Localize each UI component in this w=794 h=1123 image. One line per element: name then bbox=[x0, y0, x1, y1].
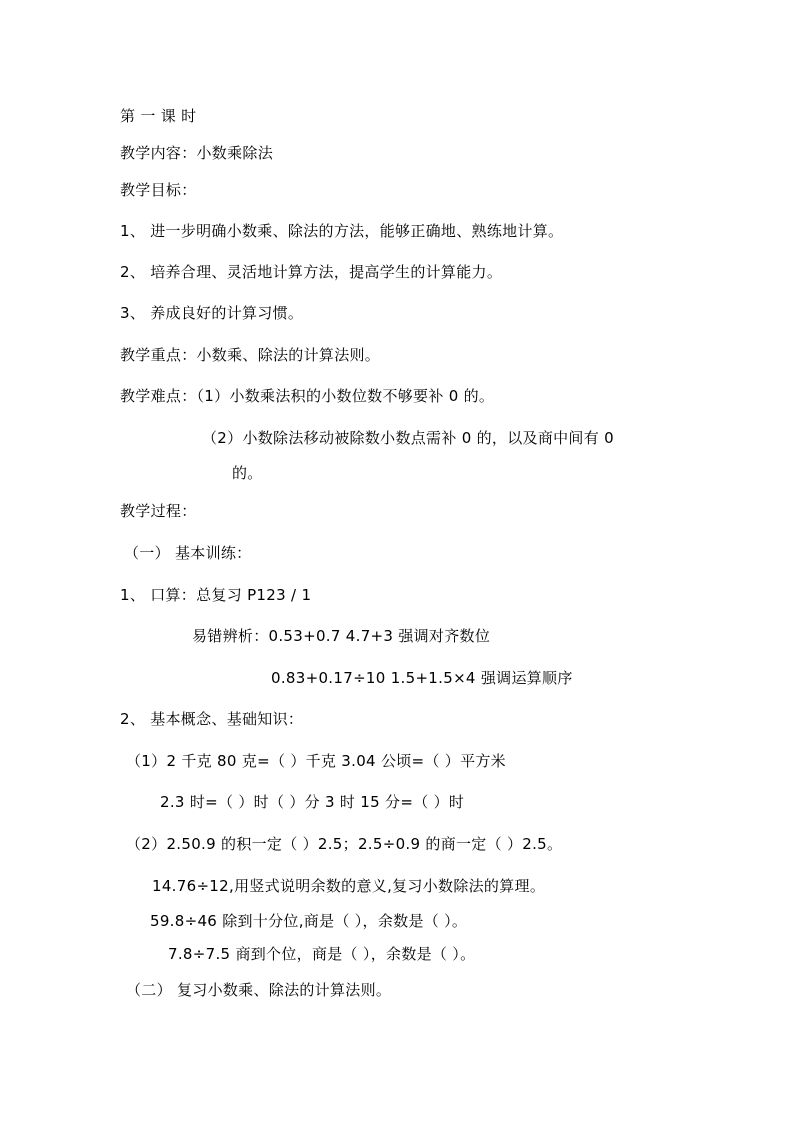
key-point: 教学重点：小数乘、除法的计算法则。 bbox=[120, 346, 381, 364]
goal-item: 3、 养成良好的计算习惯。 bbox=[120, 304, 304, 322]
question-row: 59.8÷46 除到十分位,商是（ ），余数是（ ）。 bbox=[150, 912, 468, 930]
section-2-heading: （二） 复习小数乘、除法的计算法则。 bbox=[126, 981, 392, 999]
error-analysis-row: 易错辨析：0.53+0.7 4.7+3 强调对齐数位 bbox=[192, 627, 491, 645]
question-row: （2）2.50.9 的积一定（ ）2.5；2.5÷0.9 的商一定（ ）2.5。 bbox=[126, 835, 563, 853]
goals-heading: 教学目标： bbox=[120, 181, 197, 199]
difficulty-2-continued: 的。 bbox=[232, 464, 263, 482]
process-heading: 教学过程： bbox=[120, 502, 197, 520]
error-analysis-row: 0.83+0.17÷10 1.5+1.5×4 强调运算顺序 bbox=[271, 669, 573, 687]
difficulty-2: （2）小数除法移动被除数小数点需补 0 的，以及商中间有 0 bbox=[202, 429, 614, 447]
goal-item: 1、 进一步明确小数乘、除法的方法，能够正确地、熟练地计算。 bbox=[120, 222, 564, 240]
teaching-content: 教学内容：小数乘除法 bbox=[120, 144, 274, 162]
question-row: （1）2 千克 80 克=（ ）千克 3.04 公顷=（ ）平方米 bbox=[126, 752, 506, 770]
question-row: 14.76÷12,用竖式说明余数的意义,复习小数除法的算理。 bbox=[152, 877, 546, 895]
lesson-title: 第 一 课 时 bbox=[120, 107, 197, 125]
basic-concepts-heading: 2、 基本概念、基础知识： bbox=[120, 710, 304, 728]
difficulty-1: 教学难点：（1）小数乘法积的小数位数不够要补 0 的。 bbox=[120, 387, 495, 405]
question-row: 2.3 时=（ ）时（ ）分 3 时 15 分=（ ）时 bbox=[160, 793, 465, 811]
goal-item: 2、 培养合理、灵活地计算方法，提高学生的计算能力。 bbox=[120, 263, 503, 281]
question-row: 7.8÷7.5 商到个位，商是（ ），余数是（ ）。 bbox=[168, 945, 476, 963]
section-1-heading: （一） 基本训练： bbox=[124, 544, 252, 562]
oral-calc: 1、 口算：总复习 P123 / 1 bbox=[120, 586, 312, 604]
